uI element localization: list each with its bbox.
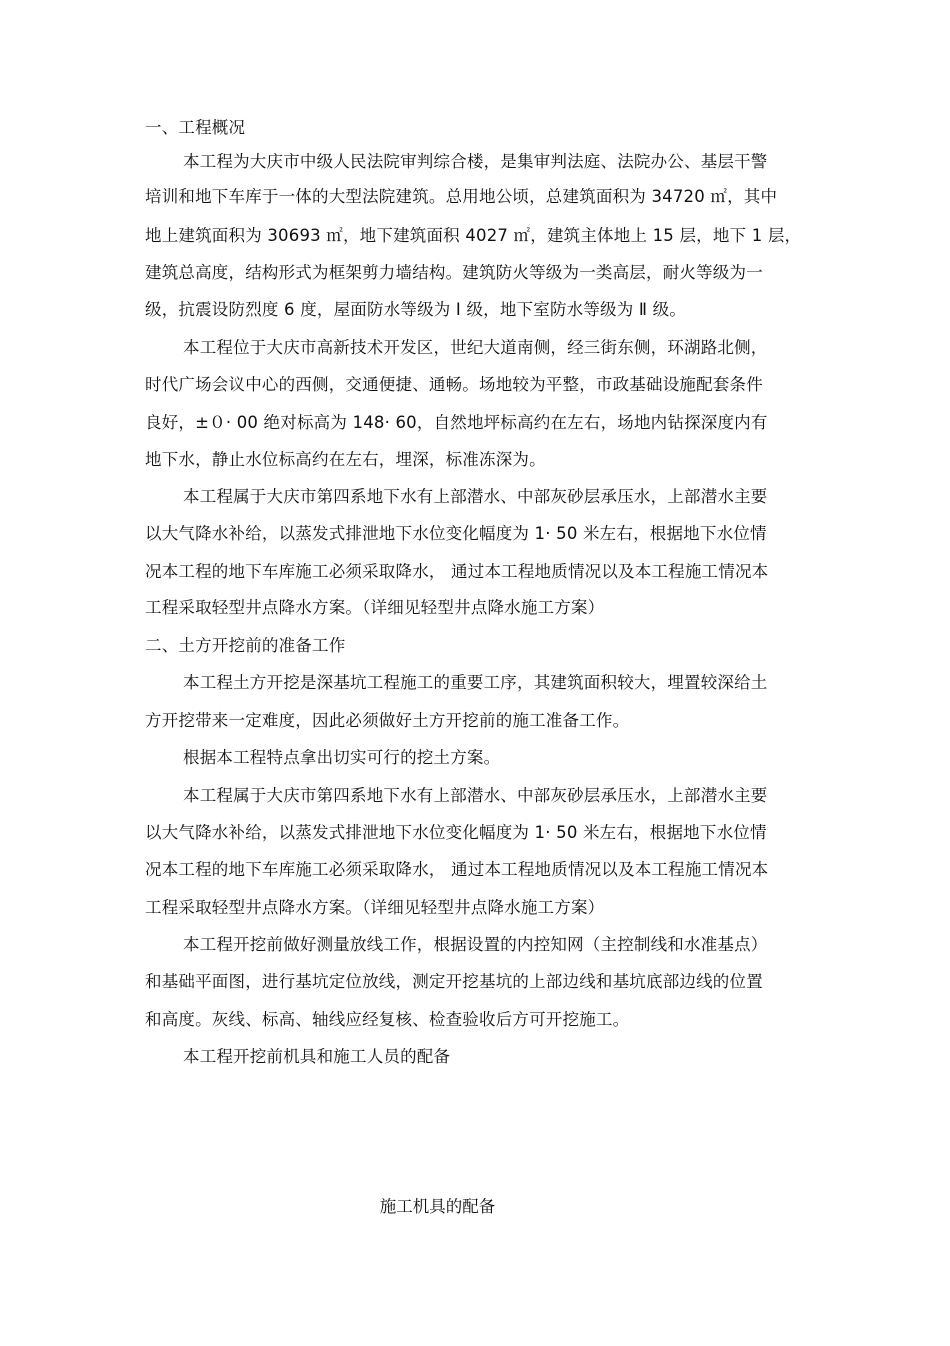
paragraph-line: 地下水，静止水位标高约在左右，埋深，标准冻深为。 <box>145 450 546 469</box>
paragraph-line: 工程采取轻型井点降水方案。（详细见轻型井点降水施工方案） <box>145 898 605 917</box>
paragraph-line: 本工程属于大庆市第四系地下水有上部潜水、中部灰砂层承压水，上部潜水主要 <box>183 786 768 805</box>
paragraph-line: 本工程开挖前做好测量放线工作，根据设置的内控知网（主控制线和水准基点） <box>183 935 768 954</box>
table-caption: 施工机具的配备 <box>379 1197 496 1216</box>
paragraph-line: 况本工程的地下车库施工必须采取降水， 通过本工程地质情况以及本工程施工情况本 <box>145 860 769 879</box>
paragraph-line: 以大气降水补给，以蒸发式排泄地下水位变化幅度为 1· 50 米左右，根据地下水位情 <box>145 524 767 543</box>
paragraph-line: 级，抗震设防烈度 6 度，屋面防水等级为 Ⅰ 级，地下室防水等级为 Ⅱ 级。 <box>145 300 687 319</box>
paragraph-line: 根据本工程特点拿出切实可行的挖土方案。 <box>183 748 501 767</box>
paragraph-line: 本工程为大庆市中级人民法院审判综合楼，是集审判法庭、法院办公、基层干警 <box>183 152 768 171</box>
paragraph-line: 本工程位于大庆市高新技术开发区，世纪大道南侧，经三街东侧，环湖路北侧， <box>183 338 768 357</box>
paragraph-line: 和基础平面图，进行基坑定位放线，测定开挖基坑的上部边线和基坑底部边线的位置 <box>145 972 763 991</box>
paragraph-line: 培训和地下车库于一体的大型法院建筑。总用地公顷，总建筑面积为 34720 ㎡，其中 <box>145 187 778 206</box>
paragraph-line: 地上建筑面积为 30693 ㎡，地下建筑面积 4027 ㎡，建筑主体地上 15 层，地下 1 层， <box>145 226 802 245</box>
paragraph-line: 良好，±０· 00 绝对标高为 148· 60，自然地坪标高约在左右，场地内钻探深度内有 <box>145 413 768 432</box>
paragraph-line: 以大气降水补给，以蒸发式排泄地下水位变化幅度为 1· 50 米左右，根据地下水位情 <box>145 823 767 842</box>
paragraph-line: 本工程属于大庆市第四系地下水有上部潜水、中部灰砂层承压水，上部潜水主要 <box>183 487 768 506</box>
paragraph-line: 建筑总高度，结构形式为框架剪力墙结构。建筑防火等级为一类高层，耐火等级为一 <box>145 263 763 282</box>
section-heading-overview: 一、工程概况 <box>145 118 246 137</box>
paragraph-line: 时代广场会议中心的西侧，交通便捷、通畅。场地较为平整，市政基础设施配套条件 <box>145 375 763 394</box>
section-heading-preparation: 二、土方开挖前的准备工作 <box>145 636 346 655</box>
paragraph-line: 方开挖带来一定难度，因此必须做好土方开挖前的施工准备工作。 <box>145 711 630 730</box>
paragraph-line: 工程采取轻型井点降水方案。（详细见轻型井点降水施工方案） <box>145 598 605 617</box>
paragraph-line: 和高度。灰线、标高、轴线应经复核、检查验收后方可开挖施工。 <box>145 1010 630 1029</box>
paragraph-line: 本工程土方开挖是深基坑工程施工的重要工序，其建筑面积较大，埋置较深给土 <box>183 673 768 692</box>
paragraph-line: 本工程开挖前机具和施工人员的配备 <box>183 1047 451 1066</box>
paragraph-line: 况本工程的地下车库施工必须采取降水， 通过本工程地质情况以及本工程施工情况本 <box>145 562 769 581</box>
